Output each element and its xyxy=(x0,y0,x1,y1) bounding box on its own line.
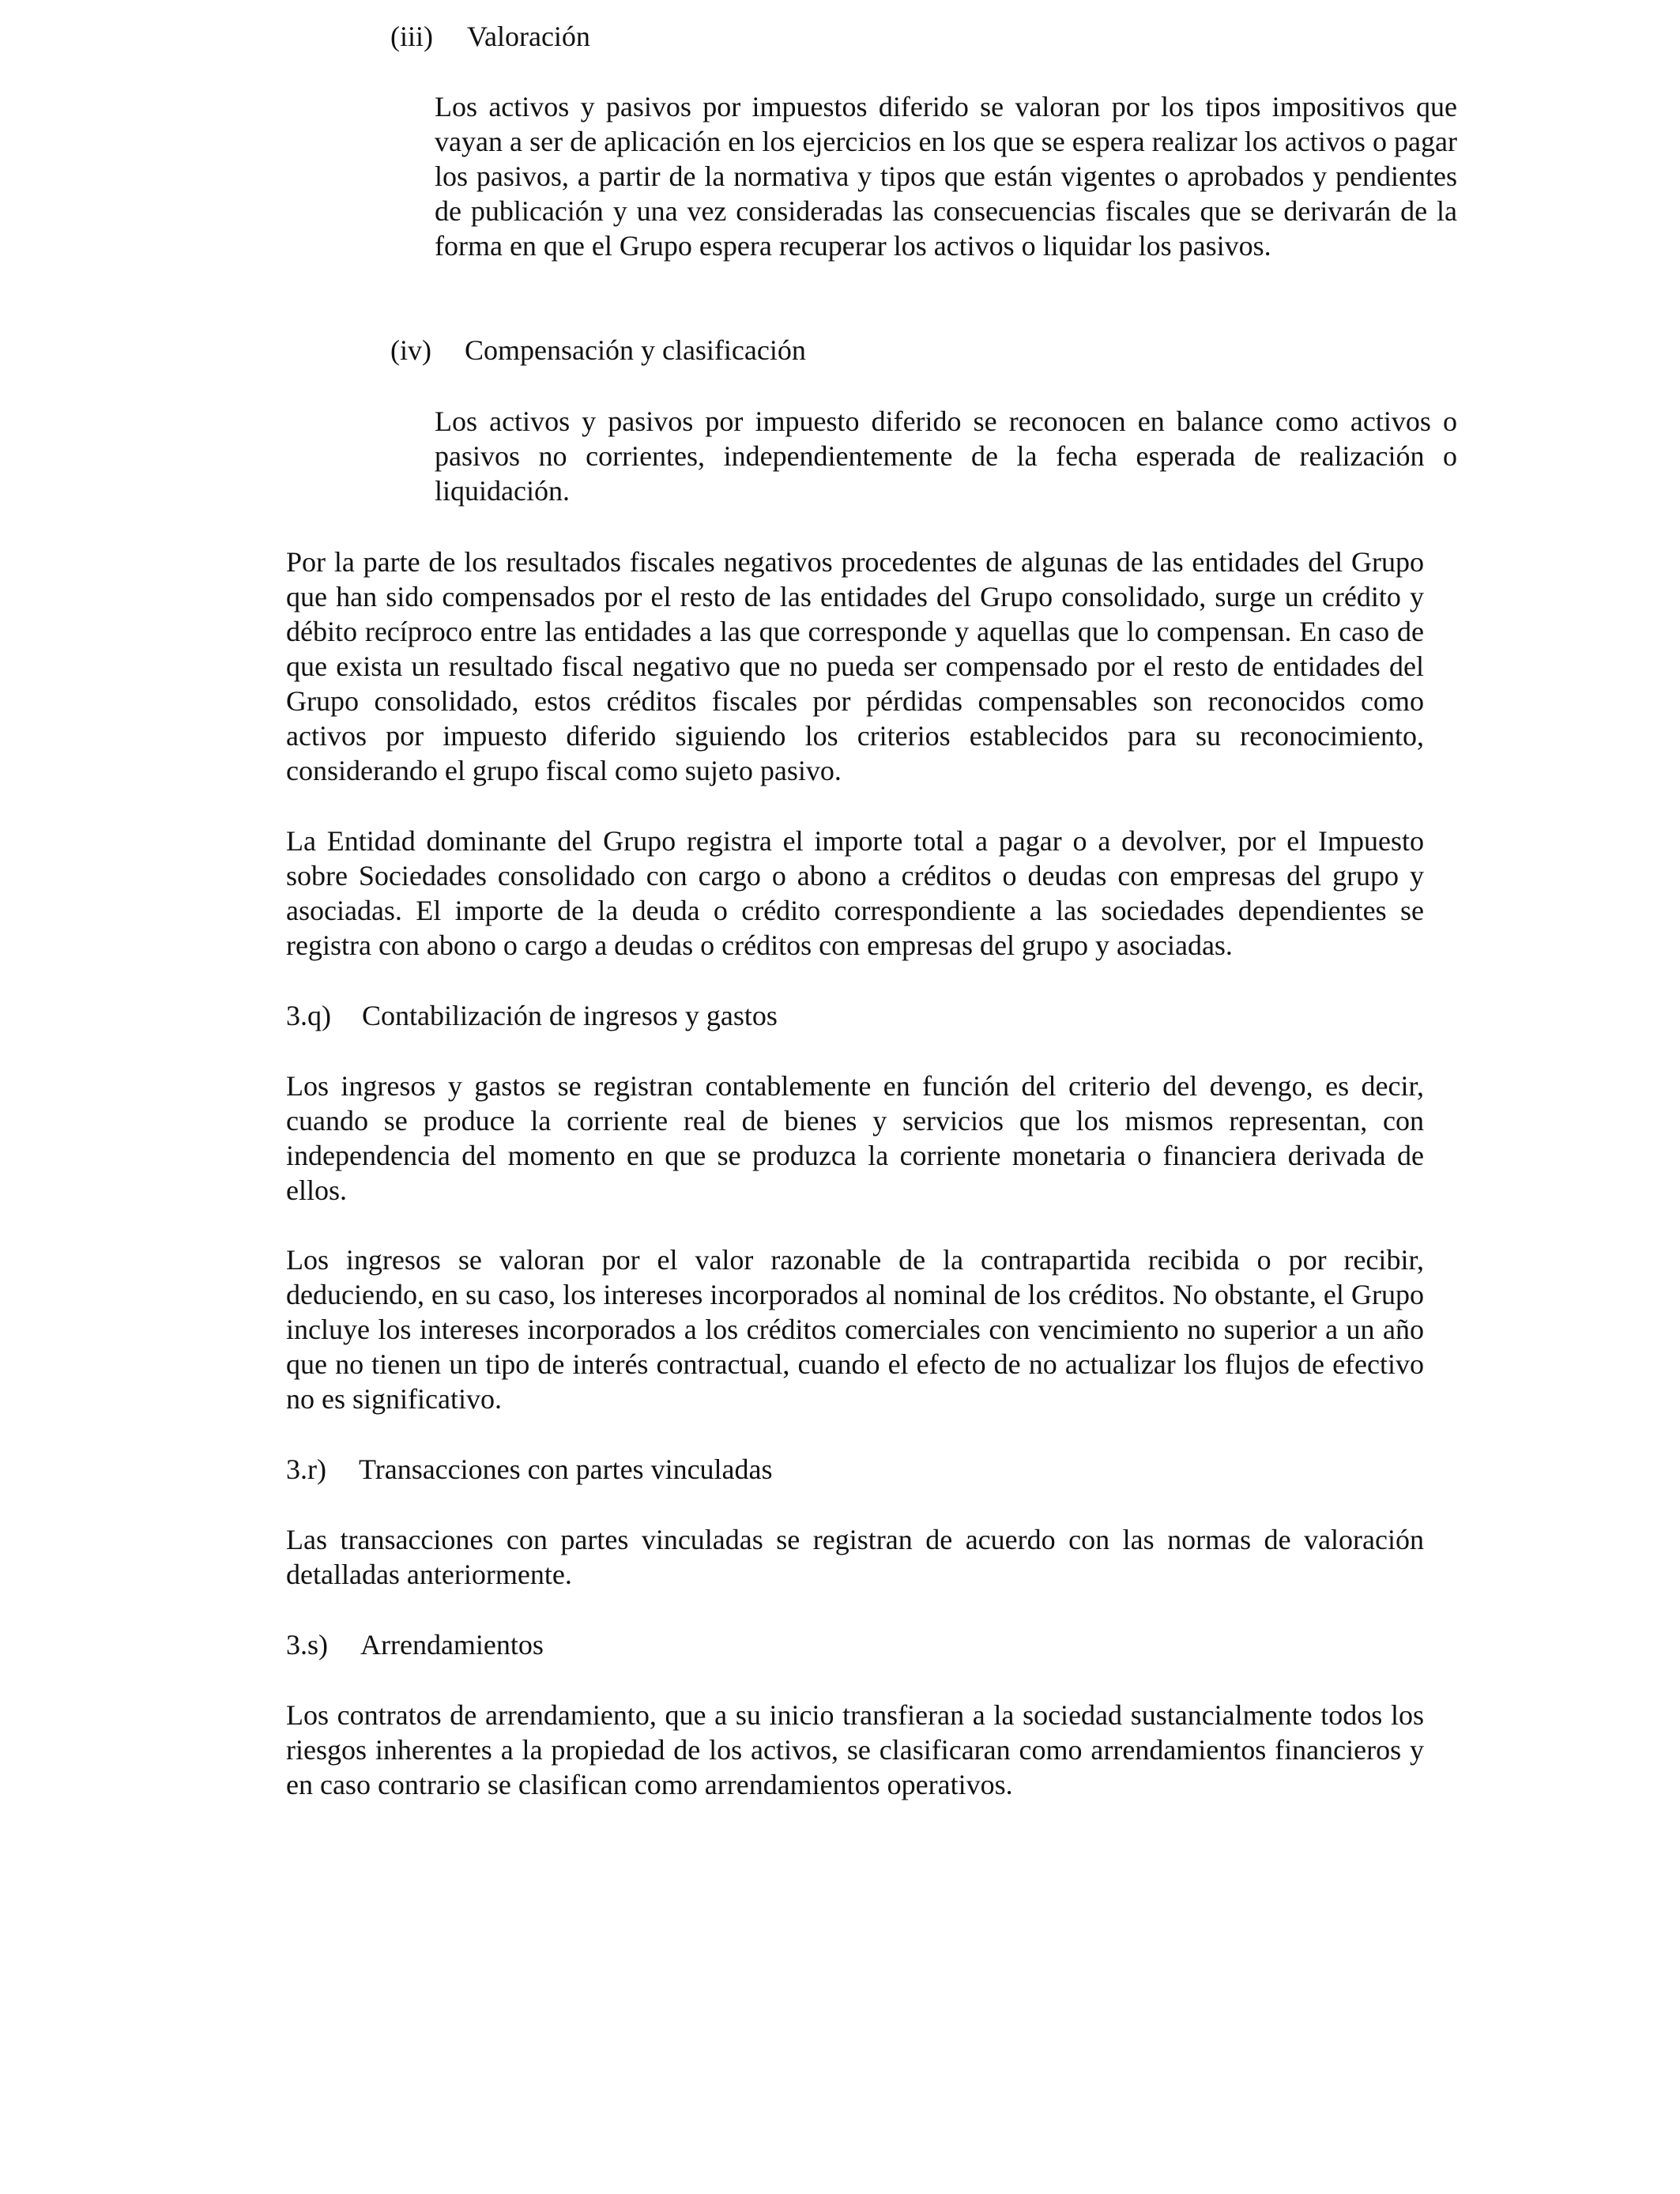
subsection-iii-number: (iii) xyxy=(390,21,433,52)
section-s-heading xyxy=(286,1627,544,1662)
section-s-number: 3.s) xyxy=(286,1629,328,1661)
subsection-iii-heading xyxy=(390,19,590,54)
subsection-iii-title: Valoración xyxy=(467,21,590,52)
dominant-entity-paragraph: La Entidad dominante del Grupo registra el importe total a pagar o a devolver, por el Impuesto sobre Sociedades consolidado con cargo o abono a créditos o deudas con empresas del grupo y asociadas. El importe de la deuda o crédito correspondiente a las sociedades dependientes se registra con abono o cargo a deudas o créditos con empresas del grupo y asociadas. xyxy=(286,825,1424,961)
subsection-iv-paragraph: Los activos y pasivos por impuesto diferido se reconocen en balance como activos o pasivos no corrientes, independientemente de la fecha esperada de realización o liquidación. xyxy=(435,405,1457,507)
section-q-heading xyxy=(286,998,778,1033)
losses-paragraph: Por la parte de los resultados fiscales negativos procedentes de algunas de las entidades del Grupo que han sido compensados por el resto de las entidades del Grupo consolidado, surge un crédito y débito recíproco entre las entidades a las que corresponde y aquellas que lo compensan. En caso de que exista un resultado fiscal negativo que no pueda ser compensado por el resto de entidades del Grupo consolidado, estos créditos fiscales por pérdidas compensables son reconocidos como activos por impuesto diferido siguiendo los criterios establecidos para su reconocimiento, considerando el grupo fiscal como sujeto pasivo. xyxy=(286,546,1424,786)
section-q-paragraph-2: Los ingresos se valoran por el valor razonable de la contrapartida recibida o por recibir, deduciendo, en su caso, los intereses incorporados al nominal de los créditos. No obstante, el Grupo incluye los intereses incorporados a los créditos comerciales con vencimiento no superior a un año que no tienen un tipo de interés contractual, cuando el efecto de no actualizar los flujos de efectivo no es significativo. xyxy=(286,1244,1424,1415)
section-s-title: Arrendamientos xyxy=(360,1629,544,1661)
section-r-number: 3.r) xyxy=(286,1453,326,1485)
section-r-title: Transacciones con partes vinculadas xyxy=(359,1453,773,1485)
section-q-paragraph-1: Los ingresos y gastos se registran contablemente en función del criterio del devengo, es decir, cuando se produce la corriente real de bienes y servicios que los mismos representan, con independencia del momento en que se produzca la corriente monetaria o financiera derivada de ellos. xyxy=(286,1070,1424,1206)
section-q-title: Contabilización de ingresos y gastos xyxy=(362,1000,778,1031)
subsection-iv-heading xyxy=(390,333,806,368)
section-q-number: 3.q) xyxy=(286,1000,331,1031)
subsection-iii-paragraph: Los activos y pasivos por impuestos diferido se valoran por los tipos impositivos que vayan a ser de aplicación en los ejercicios en los que se espera realizar los activos o pagar los pasivos, a partir de la normativa y tipos que están vigentes o aprobados y pendientes de publicación y una vez consideradas las consecuencias fiscales que se derivarán de la forma en que el Grupo espera recuperar los activos o liquidar los pasivos. xyxy=(435,91,1457,262)
section-r-heading xyxy=(286,1452,773,1487)
section-s-paragraph: Los contratos de arrendamiento, que a su inicio transfieran a la sociedad sustancialmente todos los riesgos inherentes a la propiedad de los activos, se clasificaran como arrendamientos financieros y en caso contrario se clasifican como arrendamientos operativos. xyxy=(286,1699,1424,1800)
subsection-iv-title: Compensación y clasificación xyxy=(465,334,806,366)
section-r-paragraph: Las transacciones con partes vinculadas se registran de acuerdo con las normas de valoración detalladas anteriormente. xyxy=(286,1524,1424,1590)
subsection-iv-number: (iv) xyxy=(390,334,431,366)
